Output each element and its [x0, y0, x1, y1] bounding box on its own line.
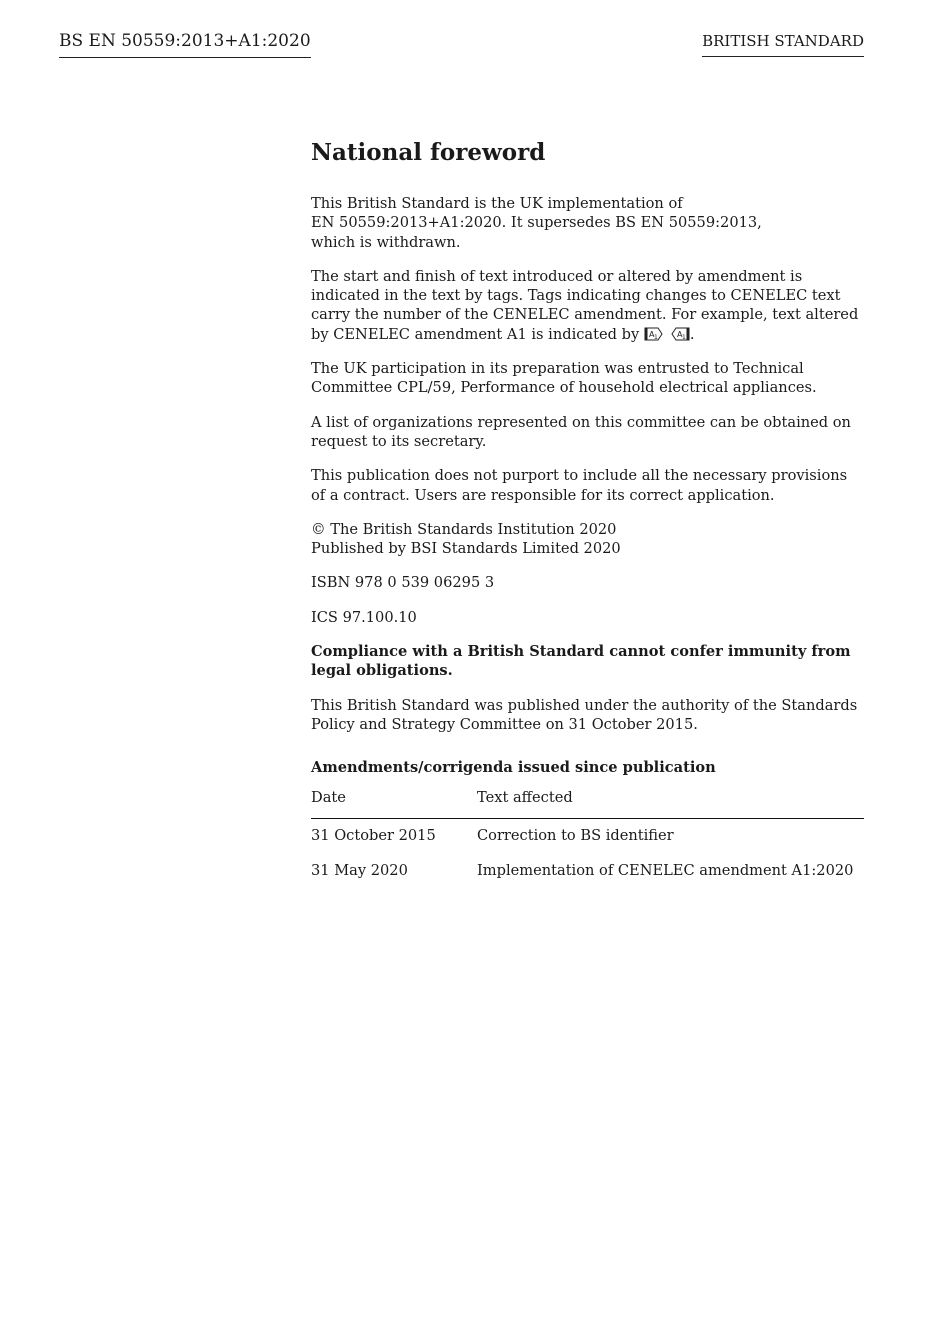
organizations-paragraph: A list of organizations represented on this committee can be obtained on request to its secretary.: [311, 413, 851, 450]
implementation-line-1: This British Standard is the UK implementation of: [311, 195, 683, 212]
amendment-date: 31 May 2020: [311, 862, 408, 880]
compliance-notice: Compliance with a British Standard cannot confer immunity from legal obligations.: [311, 643, 851, 680]
copyright-line: © The British Standards Institution 2020: [311, 520, 617, 538]
amendment-date: 31 October 2015: [311, 827, 436, 845]
amendment-end-tag-icon: [671, 327, 690, 341]
committee-paragraph: The UK participation in its preparation was entrusted to Technical Committee CPL/59, Performance of household electrical appliances.: [311, 360, 817, 397]
amendment-text-affected: Implementation of CENELEC amendment A1:2020: [477, 862, 854, 880]
implementation-line-2: EN 50559:2013+A1:2020. It supersedes BS EN 50559:2013,: [311, 214, 762, 232]
table-row: [311, 819, 864, 855]
implementation-paragraph: [311, 194, 864, 252]
table-row: [311, 854, 864, 889]
authority-paragraph: This British Standard was published under the authority of the Standards Policy and Strategy Committee on 31 October 2015.: [311, 696, 858, 733]
amendment-tags-end: .: [689, 325, 695, 343]
isbn: ISBN 978 0 539 06295 3: [311, 574, 495, 592]
amendments-header-row: [311, 788, 864, 819]
national-foreword-section: [311, 138, 864, 889]
page-title: National foreword: [311, 139, 546, 166]
implementation-line-3: which is withdrawn.: [311, 233, 461, 251]
amendment-text-affected: Correction to BS identifier: [477, 827, 674, 845]
ics: ICS 97.100.10: [311, 608, 417, 626]
amendment-tags-text: The start and finish of text introduced or altered by amendment is indicated in the text by tags. Tags indicating changes to CENELEC text carry the number of the CENELEC amendment. For example, text altered by CENELEC amendment A1 is indicated by: [311, 267, 859, 343]
amendments-table: [311, 788, 864, 889]
document-identifier: BS EN 50559:2013+A1:2020: [59, 30, 311, 58]
contract-paragraph: This publication does not purport to include all the necessary provisions of a contract. Users are responsible for its correct application.: [311, 467, 848, 504]
amendment-start-tag-icon: [644, 327, 663, 341]
publisher-line: Published by BSI Standards Limited 2020: [311, 540, 621, 558]
copyright-block: [311, 520, 864, 559]
svg-text:A: A: [676, 329, 683, 339]
column-header-text-affected: Text affected: [477, 788, 864, 819]
amendments-heading: Amendments/corrigenda issued since publication: [311, 759, 716, 777]
svg-text:1: 1: [681, 333, 686, 341]
amendment-tags-paragraph: [311, 267, 864, 344]
svg-text:A: A: [648, 329, 655, 339]
header-label: BRITISH STANDARD: [702, 31, 864, 57]
svg-text:1: 1: [653, 333, 658, 341]
column-header-date: Date: [311, 788, 477, 819]
